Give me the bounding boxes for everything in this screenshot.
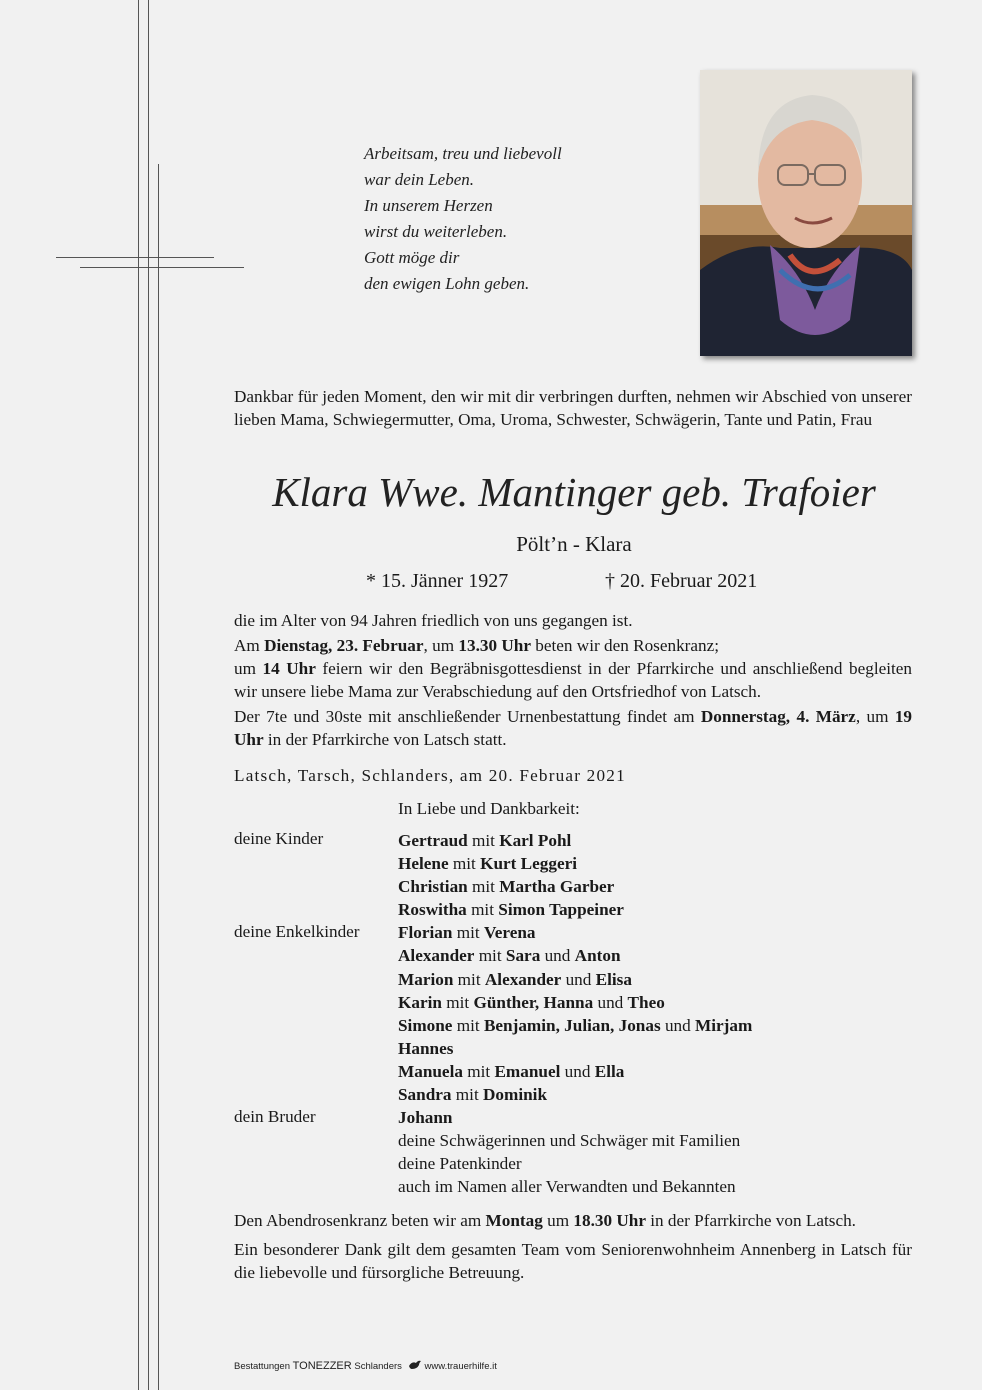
urn-burial-info [234, 705, 912, 751]
age-line: die im Alter von 94 Jahren friedlich von uns gegangen ist. [234, 611, 633, 630]
text: beten wir den Rosenkranz; [530, 636, 720, 655]
final-thanks: Ein besonderer Dank gilt dem gesamten Team vom Seniorenwohnheim Annenberg in Latsch für die liebevolle und fürsorgliche Betreuung. [234, 1240, 912, 1282]
list-item: Sandra mit Dominik [398, 1085, 548, 1105]
poem-line: den ewigen Lohn geben. [364, 274, 530, 293]
funeral-info [234, 657, 912, 703]
list-item: Marion mit Alexander und Elisa [398, 969, 632, 989]
list-item: Karin mit Günther, Hanna und Theo [398, 992, 665, 1012]
list-item: auch im Namen aller Verwandten und Bekannten [398, 1177, 736, 1197]
text: in der Pfarrkirche von Latsch. [645, 1211, 856, 1230]
text: um [234, 659, 263, 678]
text: um [542, 1211, 574, 1230]
footer-company: TONEZZER [292, 1360, 352, 1373]
list-item: Florian mit Verena [398, 923, 536, 943]
text: Den Abendrosenkranz beten wir am [234, 1211, 486, 1230]
text: , um [855, 707, 895, 726]
deceased-name: Klara Wwe. Mantinger geb. Trafoier [272, 469, 876, 515]
thanks-heading: In Liebe und Dankbarkeit: [398, 799, 580, 818]
cross-vertical-line [158, 164, 159, 1390]
text: , um [423, 636, 459, 655]
rosary-date: Dienstag, 23. Februar [264, 636, 424, 655]
list-item: Helene mit Kurt Leggeri [398, 854, 577, 874]
evening-day: Montag [485, 1211, 543, 1230]
list-item: Manuela mit Emanuel und Ella [398, 1061, 625, 1081]
text: feiern wir den Begräbnisgottesdienst in der Pfarrkirche und anschließend begleiten wir unsere liebe Mama zur Verabschiedung auf den Ortsfriedhof von Latsch. [234, 659, 913, 701]
intro-paragraph: Dankbar für jeden Moment, den wir mit dir verbringen durften, nehmen wir Abschied von unserer lieben Mama, Schwiegermutter, Oma, Uroma, Schwester, Schwägerin, Tante und Patin, Frau [234, 387, 912, 429]
text: in der Pfarrkirche von Latsch statt. [263, 730, 507, 749]
list-item: Johann [398, 1108, 453, 1128]
text: Der 7te und 30ste mit anschließender Urnenbestattung findet am [234, 707, 701, 726]
footer-prefix: Bestattungen [234, 1361, 293, 1373]
footer [234, 1359, 497, 1374]
grandchildren-label: deine Enkelkinder [234, 922, 360, 941]
place-date: Latsch, Tarsch, Schlanders, am 20. Februar 2021 [234, 766, 626, 785]
left-vertical-line [138, 0, 139, 1390]
nickname: Pölt’n - Klara [516, 532, 632, 556]
list-item: Roswitha mit Simon Tappeiner [398, 900, 624, 920]
list-item: deine Schwägerinnen und Schwäger mit Familien [398, 1131, 741, 1151]
footer-url: www.trauerhilfe.it [424, 1361, 497, 1373]
family-list [398, 829, 752, 1199]
poem-line: Gott möge dir [364, 248, 460, 267]
list-item: Simone mit Benjamin, Julian, Jonas und Mirjam [398, 1015, 753, 1035]
evening-rosary-info [234, 1209, 914, 1232]
brother-label: dein Bruder [234, 1107, 316, 1126]
left-vertical-line-2 [148, 0, 149, 1390]
footer-town: Schlanders [351, 1361, 402, 1373]
dove-icon [408, 1359, 422, 1374]
poem-line: Arbeitsam, treu und liebevoll [364, 144, 562, 163]
list-item: deine Patenkinder [398, 1154, 522, 1174]
children-label: deine Kinder [234, 829, 324, 848]
rosary-info [234, 634, 914, 657]
text: Am [234, 636, 265, 655]
cross-horizontal-line [56, 257, 214, 258]
list-item: Christian mit Martha Garber [398, 877, 615, 897]
poem-line: war dein Leben. [364, 170, 475, 189]
birth-date: * 15. Jänner 1927 [366, 570, 509, 592]
poem-line: wirst du weiterleben. [364, 222, 508, 241]
cross-horizontal-line-2 [80, 267, 244, 268]
list-item: Alexander mit Sara und Anton [398, 946, 621, 966]
evening-time: 18.30 Uhr [573, 1211, 646, 1230]
list-item: Gertraud mit Karl Pohl [398, 831, 572, 850]
memorial-poem [364, 141, 562, 297]
urn-time: 19 Uhr [234, 707, 912, 749]
list-item: Hannes [398, 1038, 454, 1058]
death-date: † 20. Februar 2021 [605, 570, 758, 592]
funeral-time: 14 Uhr [262, 659, 316, 678]
rosary-time: 13.30 Uhr [458, 636, 531, 655]
portrait-illustration [700, 70, 912, 356]
portrait-photo [700, 70, 912, 356]
urn-date: Donnerstag, 4. März [700, 707, 856, 726]
poem-line: In unserem Herzen [364, 196, 493, 215]
